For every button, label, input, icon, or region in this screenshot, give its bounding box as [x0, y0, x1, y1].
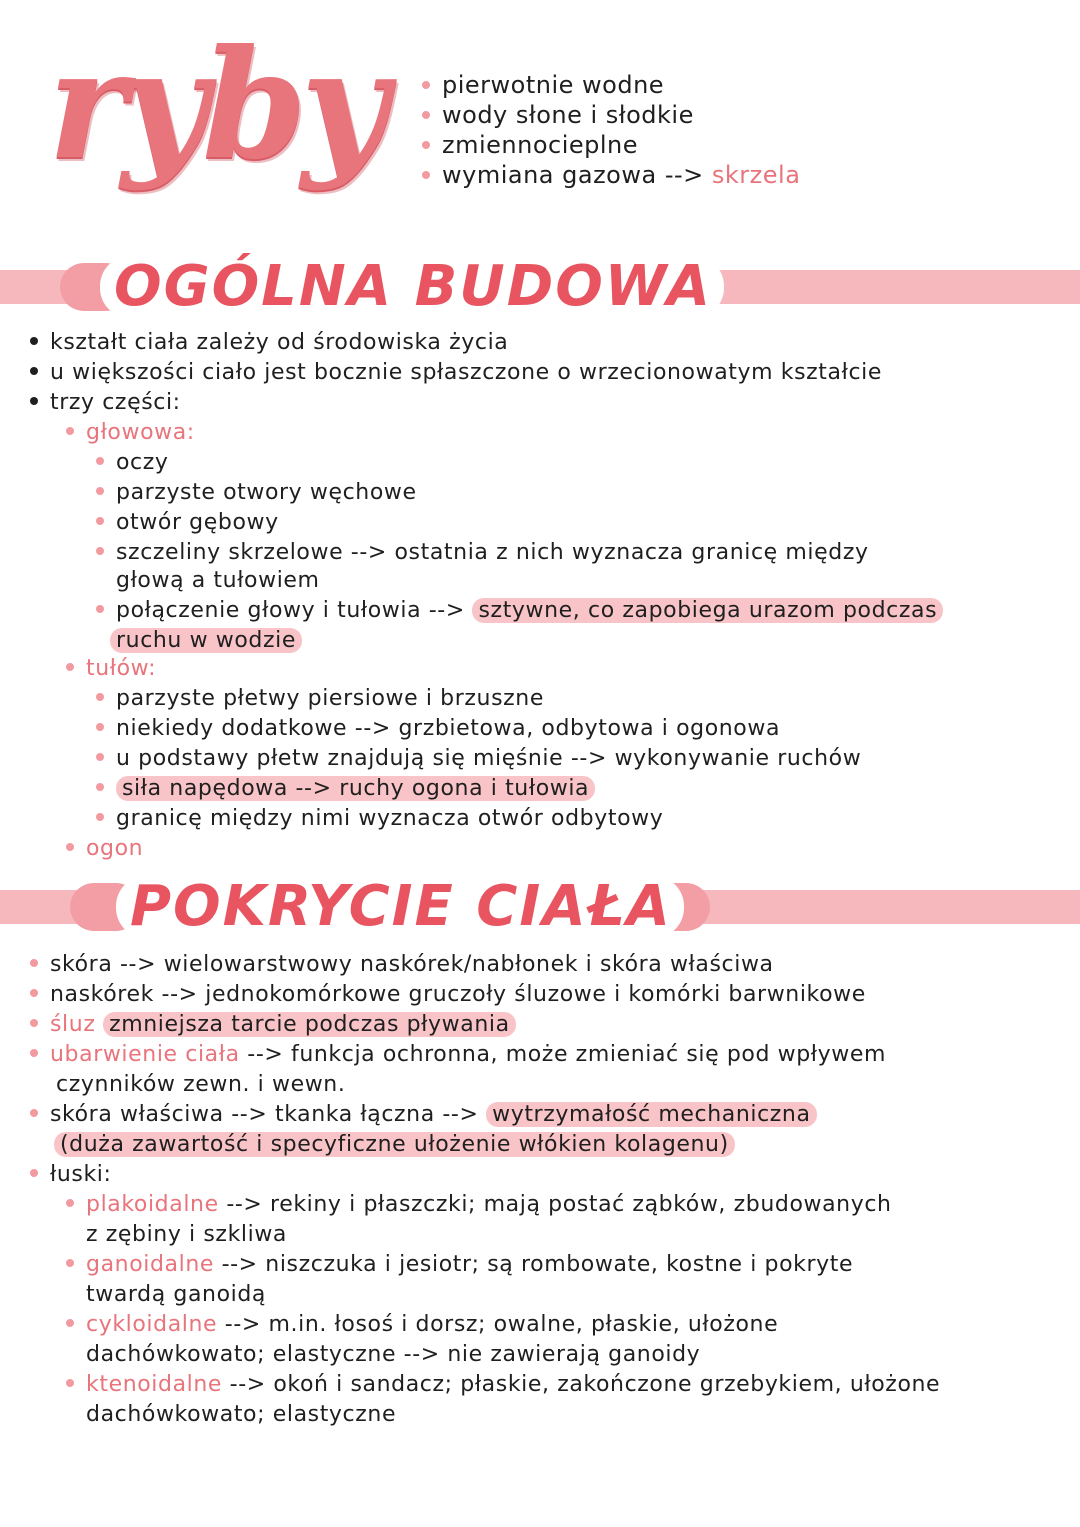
list-item — [30, 1010, 516, 1040]
intro-text: wody słone i słodkie — [442, 101, 694, 129]
item-text: łuski: — [50, 1162, 112, 1187]
item-text: z zębiny i szkliwa — [86, 1222, 288, 1247]
item-text: skóra właściwa --> tkanka łączna --> — [50, 1102, 479, 1127]
list-item-cont — [86, 1220, 287, 1250]
list-item — [96, 804, 663, 834]
list-item — [30, 1160, 112, 1190]
list-item-cont — [56, 1070, 345, 1100]
section-heading-pokrycie: POKRYCIE CIAŁA — [116, 876, 684, 938]
list-item — [96, 448, 169, 478]
intro-text: zmiennocieplne — [442, 131, 639, 159]
list-item — [30, 980, 866, 1010]
item-text: niekiedy dodatkowe --> grzbietowa, odbytowa i ogonowa — [116, 716, 781, 741]
item-text: --> okoń i sandacz; płaskie, zakończone grzebykiem, ułożone — [229, 1372, 941, 1397]
list-item — [30, 388, 181, 418]
list-item — [66, 1250, 853, 1280]
list-item — [96, 714, 780, 744]
subheading-glowowa — [66, 418, 195, 448]
intro-item — [420, 130, 800, 160]
item-text: twardą ganoidą — [86, 1282, 267, 1307]
item-text: granicę między nimi wyznacza otwór odbytowy — [116, 806, 664, 831]
list-item — [30, 358, 882, 388]
list-item-cont — [116, 566, 320, 596]
item-text: --> m.in. łosoś i dorsz; owalne, płaskie, ułożone — [224, 1312, 779, 1337]
item-text: --> rekiny i płaszczki; mają postać ząbków, zbudowanych — [226, 1192, 892, 1217]
highlight-text: siła napędowa --> ruchy ogona i tułowia — [116, 776, 595, 801]
item-text: szczeliny skrzelowe --> ostatnia z nich wyznacza granicę między — [116, 540, 869, 565]
highlight-text: (duża zawartość i specyficzne ułożenie włókien kolagenu) — [54, 1132, 735, 1157]
page-title: ryby — [48, 17, 383, 193]
list-item-cont — [54, 1130, 735, 1160]
intro-text: wymiana gazowa --> — [442, 161, 704, 189]
item-text: naskórek --> jednokomórkowe gruczoły śluzowe i komórki barwnikowe — [50, 982, 866, 1007]
list-item-cont — [86, 1340, 700, 1370]
item-text: głową a tułowiem — [116, 568, 320, 593]
list-item — [96, 478, 417, 508]
item-text: u podstawy płetw znajdują się mięśnie --> wykonywanie ruchów — [116, 746, 862, 771]
list-item-cont — [86, 1400, 396, 1430]
highlight-text: ruchu w wodzie — [110, 628, 302, 653]
item-text: skóra --> wielowarstwowy naskórek/nabłonek i skóra właściwa — [50, 952, 774, 977]
list-item-cont — [86, 1280, 266, 1310]
list-item — [66, 1310, 778, 1340]
intro-item — [420, 100, 800, 130]
intro-text: pierwotnie wodne — [442, 71, 665, 99]
intro-item — [420, 160, 800, 190]
subheading-ogon — [66, 834, 143, 864]
item-text: parzyste płetwy piersiowe i brzuszne — [116, 686, 544, 711]
list-item — [96, 774, 595, 804]
item-text: otwór gębowy — [116, 510, 279, 535]
list-item — [96, 538, 869, 568]
item-text: tułów: — [86, 656, 157, 681]
item-text: ogon — [86, 836, 144, 861]
item-text: głowowa: — [86, 420, 195, 445]
list-item — [96, 744, 861, 774]
list-item — [96, 508, 279, 538]
item-text: trzy części: — [50, 390, 181, 415]
highlight-text: wytrzymałość mechaniczna — [486, 1102, 816, 1127]
list-item — [30, 1100, 817, 1130]
item-text: oczy — [116, 450, 169, 475]
item-accent: ktenoidalne — [86, 1372, 223, 1397]
item-text: kształt ciała zależy od środowiska życia — [50, 330, 509, 355]
highlight-text: zmniejsza tarcie podczas pływania — [103, 1012, 516, 1037]
list-item — [66, 1190, 892, 1220]
item-text: dachówkowato; elastyczne --> nie zawierają ganoidy — [86, 1342, 701, 1367]
intro-accent: skrzela — [711, 161, 801, 189]
intro-list — [420, 70, 800, 190]
subheading-tulow — [66, 654, 156, 684]
item-text: parzyste otwory węchowe — [116, 480, 417, 505]
list-item — [96, 596, 943, 626]
highlight-text: sztywne, co zapobiega urazom podczas — [472, 598, 943, 623]
item-accent: ubarwienie ciała — [50, 1042, 240, 1067]
section-heading-budowa: OGÓLNA BUDOWA — [100, 256, 724, 318]
list-item-cont — [110, 626, 302, 656]
item-accent: cykloidalne — [86, 1312, 218, 1337]
item-text: u większości ciało jest bocznie spłaszczone o wrzecionowatym kształcie — [50, 360, 883, 385]
item-accent: plakoidalne — [86, 1192, 219, 1217]
item-text: dachówkowato; elastyczne — [86, 1402, 397, 1427]
list-item — [30, 328, 508, 358]
list-item — [30, 1040, 886, 1070]
item-text: połączenie głowy i tułowia --> — [116, 598, 465, 623]
item-text: --> funkcja ochronna, może zmieniać się pod wpływem — [247, 1042, 887, 1067]
intro-item — [420, 70, 800, 100]
item-text: czynników zewn. i wewn. — [56, 1072, 346, 1097]
item-accent: śluz — [50, 1012, 96, 1037]
item-accent: ganoidalne — [86, 1252, 214, 1277]
list-item — [66, 1370, 940, 1400]
list-item — [96, 684, 544, 714]
list-item — [30, 950, 774, 980]
item-text: --> niszczuka i jesiotr; są rombowate, kostne i pokryte — [221, 1252, 854, 1277]
